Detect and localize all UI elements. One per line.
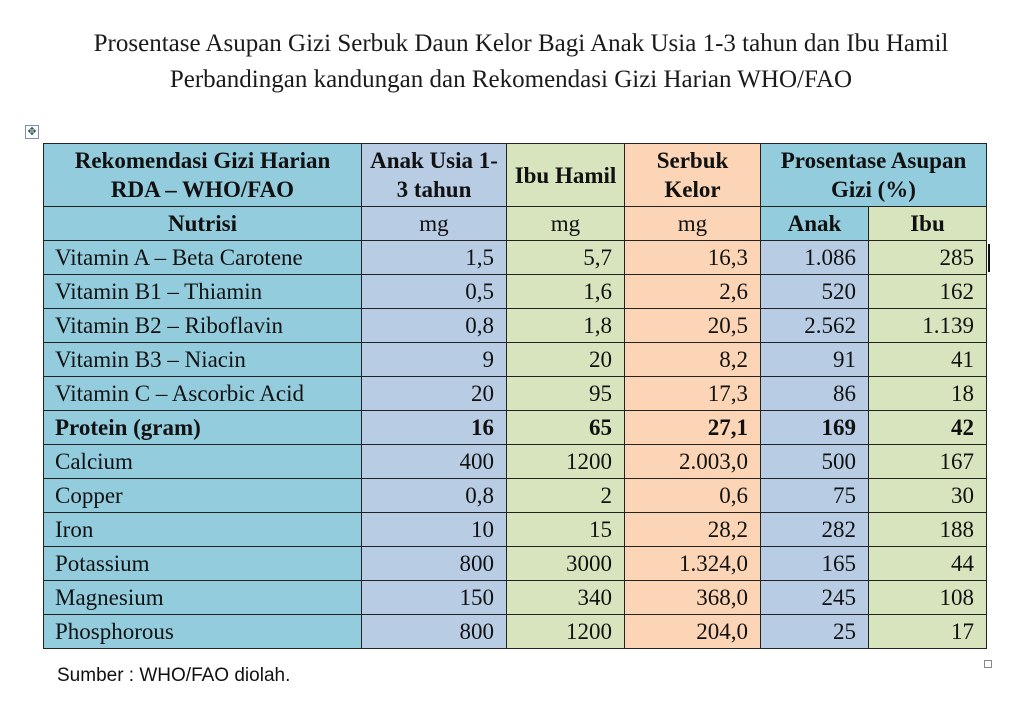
- pct-anak-value: 91: [761, 343, 869, 377]
- pct-anak-value: 282: [761, 513, 869, 547]
- kelor-value: 17,3: [625, 377, 761, 411]
- anak-value: 150: [362, 581, 507, 615]
- anak-value: 20: [362, 377, 507, 411]
- ibu-value: 1200: [507, 445, 625, 479]
- table-row: [44, 343, 987, 377]
- kelor-value: 204,0: [625, 615, 761, 649]
- anak-value: 800: [362, 615, 507, 649]
- pct-anak-value: 500: [761, 445, 869, 479]
- anak-value: 9: [362, 343, 507, 377]
- pct-anak-value: 25: [761, 615, 869, 649]
- ibu-value: 1,8: [507, 309, 625, 343]
- pct-anak-value: 2.562: [761, 309, 869, 343]
- table-row: [44, 275, 987, 309]
- anak-value: 1,5: [362, 241, 507, 275]
- header-rda: Rekomendasi Gizi Harian RDA – WHO/FAO: [44, 144, 362, 207]
- table-body: [44, 241, 987, 649]
- anak-value: 400: [362, 445, 507, 479]
- table-row: [44, 615, 987, 649]
- subheader-pct-ibu: Ibu: [869, 207, 987, 241]
- title-line-2: Perbandingan kandungan dan Rekomendasi Gizi Harian WHO/FAO: [169, 66, 853, 93]
- pct-anak-value: 75: [761, 479, 869, 513]
- pct-ibu-value: 41: [869, 343, 987, 377]
- ibu-value: 15: [507, 513, 625, 547]
- anak-value: 16: [362, 411, 507, 445]
- kelor-value: 8,2: [625, 343, 761, 377]
- pct-ibu-value: 167: [869, 445, 987, 479]
- nutrient-name: Iron: [44, 513, 362, 547]
- ibu-value: 1,6: [507, 275, 625, 309]
- pct-ibu-value: 44: [869, 547, 987, 581]
- subheader-pct-anak: Anak: [761, 207, 869, 241]
- kelor-value: 27,1: [625, 411, 761, 445]
- nutrition-table: [43, 143, 987, 649]
- kelor-value: 2.003,0: [625, 445, 761, 479]
- pct-ibu-value: 162: [869, 275, 987, 309]
- pct-ibu-value: 285: [869, 241, 987, 275]
- table-row: [44, 309, 987, 343]
- anak-value: 0,5: [362, 275, 507, 309]
- table-row-protein: [44, 411, 987, 445]
- pct-ibu-value: 188: [869, 513, 987, 547]
- kelor-value: 16,3: [625, 241, 761, 275]
- table-row: [44, 581, 987, 615]
- kelor-value: 368,0: [625, 581, 761, 615]
- move-icon[interactable]: ✥: [25, 125, 39, 139]
- subheader-unit-ibu: mg: [507, 207, 625, 241]
- anak-value: 10: [362, 513, 507, 547]
- nutrient-name: Vitamin B3 – Niacin: [44, 343, 362, 377]
- pct-ibu-value: 17: [869, 615, 987, 649]
- pct-anak-value: 86: [761, 377, 869, 411]
- ibu-value: 95: [507, 377, 625, 411]
- header-kelor: Serbuk Kelor: [625, 144, 761, 207]
- ibu-value: 340: [507, 581, 625, 615]
- nutrient-name: Copper: [44, 479, 362, 513]
- table-row: [44, 547, 987, 581]
- table-row: [44, 479, 987, 513]
- title-line-1: Prosentase Asupan Gizi Serbuk Daun Kelor Bagi Anak Usia 1-3 tahun dan Ibu Hamil: [93, 30, 949, 57]
- table-row: [44, 445, 987, 479]
- nutrient-name: Phosphorous: [44, 615, 362, 649]
- source-note: Sumber : WHO/FAO diolah.: [57, 665, 291, 686]
- kelor-value: 28,2: [625, 513, 761, 547]
- ibu-value: 5,7: [507, 241, 625, 275]
- anak-value: 0,8: [362, 479, 507, 513]
- nutrient-name: Vitamin B2 – Riboflavin: [44, 309, 362, 343]
- ibu-value: 20: [507, 343, 625, 377]
- header-prosentase: Prosentase Asupan Gizi (%): [761, 144, 987, 207]
- nutrient-name: Vitamin A – Beta Carotene: [44, 241, 362, 275]
- table-resize-handle[interactable]: [984, 660, 992, 668]
- kelor-value: 20,5: [625, 309, 761, 343]
- table-row: [44, 241, 987, 275]
- pct-anak-value: 520: [761, 275, 869, 309]
- pct-ibu-value: 42: [869, 411, 987, 445]
- kelor-value: 2,6: [625, 275, 761, 309]
- ibu-value: 3000: [507, 547, 625, 581]
- ibu-value: 1200: [507, 615, 625, 649]
- kelor-value: 1.324,0: [625, 547, 761, 581]
- subheader-unit-kelor: mg: [625, 207, 761, 241]
- ibu-value: 2: [507, 479, 625, 513]
- pct-ibu-value: 30: [869, 479, 987, 513]
- pct-ibu-value: 1.139: [869, 309, 987, 343]
- anak-value: 800: [362, 547, 507, 581]
- pct-anak-value: 245: [761, 581, 869, 615]
- nutrient-name: Vitamin B1 – Thiamin: [44, 275, 362, 309]
- pct-anak-value: 165: [761, 547, 869, 581]
- nutrient-name: Potassium: [44, 547, 362, 581]
- table-row: [44, 377, 987, 411]
- nutrient-name: Magnesium: [44, 581, 362, 615]
- header-anak: Anak Usia 1-3 tahun: [362, 144, 507, 207]
- pct-ibu-value: 18: [869, 377, 987, 411]
- subheader-nutrisi: Nutrisi: [44, 207, 362, 241]
- table-row: [44, 513, 987, 547]
- pct-ibu-value: 108: [869, 581, 987, 615]
- ibu-value: 65: [507, 411, 625, 445]
- nutrient-name: Vitamin C – Ascorbic Acid: [44, 377, 362, 411]
- header-ibu: Ibu Hamil: [507, 144, 625, 207]
- text-cursor: [988, 244, 990, 272]
- anak-value: 0,8: [362, 309, 507, 343]
- pct-anak-value: 1.086: [761, 241, 869, 275]
- nutrient-name: Calcium: [44, 445, 362, 479]
- subheader-unit-anak: mg: [362, 207, 507, 241]
- kelor-value: 0,6: [625, 479, 761, 513]
- pct-anak-value: 169: [761, 411, 869, 445]
- nutrient-name: Protein (gram): [44, 411, 362, 445]
